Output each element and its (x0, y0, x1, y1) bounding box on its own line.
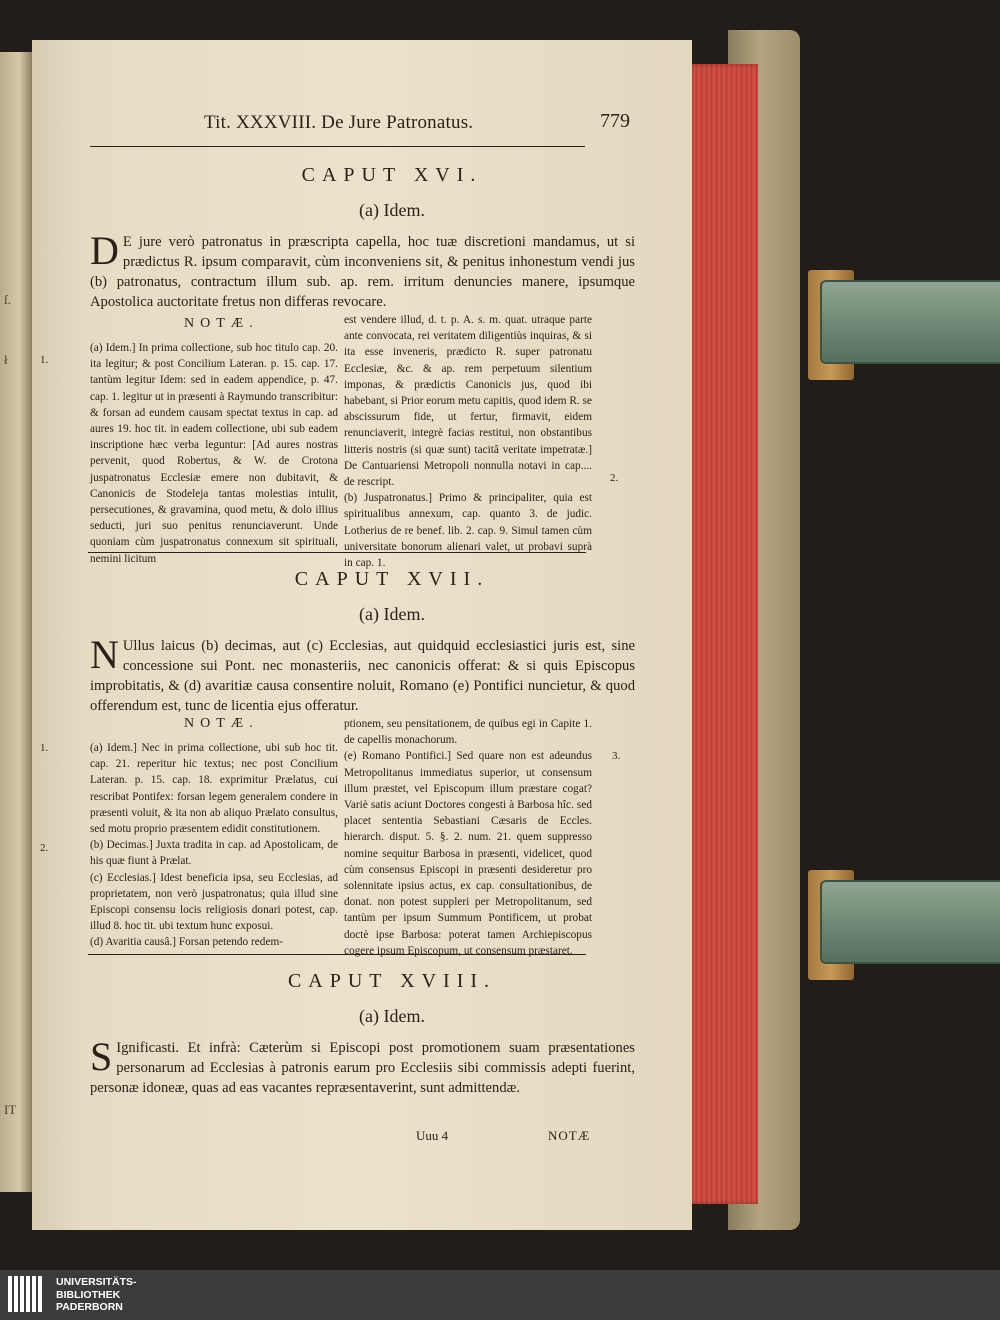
chapter-text (90, 228, 635, 312)
signature-mark: Uuu 4 (416, 1128, 449, 1143)
note-paragraph: (b) Juspatronatus.] Primo & principaliter, quia est spiritualibus annexum, cap. quanto 3. de judic. Lotherius de re benef. lib. 2. cap. 9. Simul tamen cùm universitate bonorum alienari valet, ut probavi suprà in cap. 1. (344, 492, 592, 570)
margin-number: 1. (40, 742, 49, 754)
prev-page-mark: IT (4, 1102, 17, 1117)
header-rule (90, 146, 585, 147)
note-paragraph: ptionem, seu pensitationem, de quibus egi in Capite 1. de capellis monachorum. (344, 718, 592, 747)
catchword: NOTÆ (548, 1128, 591, 1143)
chapter-heading: CAPUT XVI. (301, 164, 483, 186)
chapter-subheading: (a) Idem. (359, 1006, 425, 1026)
notes-column-right (344, 312, 592, 571)
prev-page-mark: ſ. (4, 292, 11, 307)
library-footer (0, 1270, 1000, 1320)
note-paragraph: (a) Idem.] Nec in prima collectione, ubi sub hoc tit. cap. 21. reperitur hic textus; nec post Concilium Lateran. p. 15. cap. 18. exprimitur Prælatus, cui rescribat Pontifex: forsan legem generalem condere in præsenti voluit, & ita non ab aliquo Prælato consultus, sed motu proprio præsentem edidit constitutionem. (90, 742, 338, 836)
chapter-text (90, 1034, 635, 1098)
section-rule (88, 954, 586, 955)
library-name-line: UNIVERSITÄTS- (56, 1276, 137, 1288)
margin-number: 2. (40, 842, 49, 854)
previous-page-edge (0, 52, 32, 1192)
note-paragraph: (e) Romano Pontifici.] Sed quare non est adeundus Metropolitanus immediatus superior, ut consensum illum præstet, vel Episcopum illum præstare cogat? Variè satis aciunt Doctores congesti à Barbosa hîc. sed placet sententia Sebastiani Cæsaris de Eccles. hierarch. disput. 5. §. 2. num. 21. quem suppresso nomine sequitur Barbosa in præsenti, videlicet, quod cùm consensus Episcopi in præsenti desideretur pro solennitate ipsius actus, ex cap. consultationibus, de donat. non potest suppleri per Metropolitanum, sed tantùm per ipsum Summum Pontificem, ut probat doctè ipse Barbosa: poterat tamen Archiepiscopus cogere ipsum Episcopum, ut consensum præstaret. (344, 750, 592, 957)
note-paragraph: (a) Idem.] In prima collectione, sub hoc titulo cap. 20. ita legitur; & post Concilium Lateran. p. 15. cap. 17. tantùm legitur Idem: sed in eadem appendice, p. 47. cap. 1. legitur ut in præsenti à Raymundo transcribitur: & forsan ad eundem causam spectat textus in cap. ad aures 19. hoc tit. in eadem collectione, ubi sub eadem inscriptione hæc verba leguntur: [Ad aures nostras pervenit, quod Robertus, & W. de Crotona juspatronatus Ecclesiæ emere non dubitavit, & Canonicis de Stodeleja tantas molestias intulit, persecutiones, & gravamina, quod metu, & dolo illius seducti, juri suo penitus renunciaverunt. Unde quoniam cùm juspatronatus connexum sit spirituali, nemini licitum (90, 342, 338, 565)
metal-clasp-top (820, 280, 1000, 364)
drop-cap: S (90, 1034, 113, 1079)
red-page-edges (688, 64, 758, 1204)
chapter-text-body: Ullus laicus (b) decimas, aut (c) Ecclesias, aut quidquid ecclesiastici juris est, sine concessione sui Pont. nec monasteriis, nec canonicis offerat: & si quis Episcopus improbitatis, & (d) avaritiæ causa consentire noluit, Romano (e) Pontifici nuncietur, & quod offerendum est, tunc de licentia ejus offeratur. (90, 638, 635, 714)
library-logo-icon (8, 1276, 48, 1312)
section-rule (88, 552, 586, 553)
library-name-line: PADERBORN (56, 1301, 123, 1313)
chapter-subheading: (a) Idem. (359, 604, 425, 624)
notae-heading: NOTÆ. (184, 316, 259, 331)
prev-page-mark: ł (4, 352, 8, 367)
margin-number: 3. (612, 750, 621, 762)
chapter-text-body: E jure verò patronatus in præscripta capella, hoc tuæ discretioni mandamus, ut si prædictus R. ipsum comparavit, cùm inconveniens sit, & penitus inhonestum vendi jus (b) patronatus, contractum illum sub. ap. rem. irritum denuncies manere, ipsumque Apostolica auctoritate fretus non differas revocare. (90, 234, 635, 310)
library-name-line: BIBLIOTHEK (56, 1288, 121, 1301)
chapter-heading: CAPUT XVIII. (287, 970, 497, 992)
notes-column-right (344, 716, 592, 959)
notes-column-left (90, 340, 338, 567)
drop-cap: D (90, 228, 119, 273)
chapter-subheading: (a) Idem. (359, 200, 425, 220)
chapter-text-body: Ignificasti. Et infrà: Cæterùm si Episcopi post promotionem suam præsentationes personarum ad Ecclesias à patronis earum pro Ecclesiis sibi commissis adepti fuerint, personæ idoneæ, quas ad eas vacantes repræsentaverint, sunt admittendæ. (90, 1040, 635, 1096)
note-paragraph: (c) Ecclesias.] Idest beneficia ipsa, seu Ecclesias, ad proprietatem, non verò juspatronatus; quia illud sine Episcopi consensu locis religiosis donari potest, cap. illud 8. hoc tit. ubi textum hunc exposui. (90, 871, 338, 933)
margin-number: 1. (40, 354, 49, 366)
margin-number: 2. (610, 472, 619, 484)
metal-clasp-bottom (820, 880, 1000, 964)
chapter-text (90, 632, 635, 716)
notae-heading: NOTÆ. (184, 716, 259, 731)
page-number: 779 (600, 110, 630, 132)
note-paragraph: est vendere illud, d. t. p. A. s. m. quat. utraque parte ante convocata, rei veritatem diligentiùs inquiras, & si ita esse inveneris, prædicto R. super patronatu Ecclesiæ, &c. & ap. rem perpetuum silentium imponas, & prædictis Canonicis jus, quod ibi habebant, si Prior eorum metu capitis, quod idem R. se abscissurum fide, ut fertur, firmavit, eidem renunciaverit, integrè facias restitui, non obstantibus litteris nostris (si quæ sunt) tacitâ veritate impetratæ.] De Cantuariensi Metropoli nonnulla notavi in cap.... de rescript. (344, 314, 592, 489)
drop-cap: N (90, 632, 119, 677)
running-head: Tit. XXXVIII. De Jure Patronatus. (204, 112, 474, 133)
note-paragraph: (b) Decimas.] Juxta tradita in cap. ad Apostolicam, de his quæ fiunt à Prælat. (90, 839, 338, 868)
library-name (56, 1276, 137, 1314)
notes-column-left (90, 740, 338, 951)
chapter-heading: CAPUT XVII. (294, 568, 490, 590)
book-page (32, 40, 692, 1230)
note-paragraph: (d) Avaritia causâ.] Forsan petendo redem- (90, 936, 284, 949)
